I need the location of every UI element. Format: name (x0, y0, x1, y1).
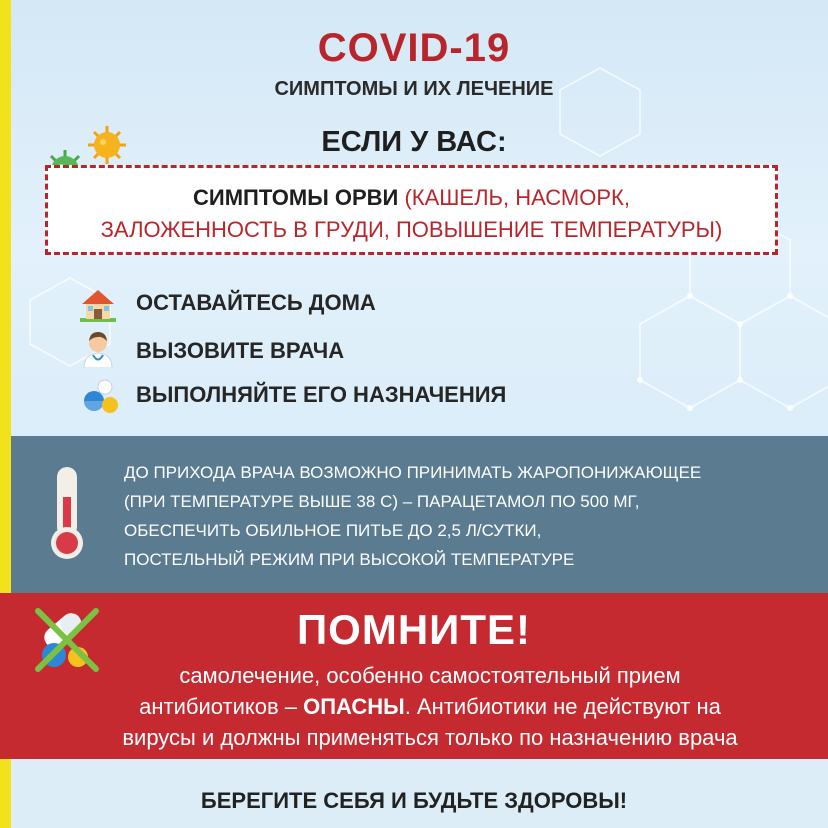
advice-line: ОБЕСПЕЧИТЬ ОБИЛЬНОЕ ПИТЬЕ ДО 2,5 Л/СУТКИ, (124, 521, 542, 540)
symptoms-text (48, 182, 775, 246)
symptoms-box (45, 165, 778, 255)
remember-line-2-end: . Антибиотики не действуют на (404, 694, 721, 719)
step-stay-home: ОСТАВАЙТЕСЬ ДОМА (136, 290, 376, 315)
symptoms-detail-2: ЗАЛОЖЕННОСТЬ В ГРУДИ, ПОВЫШЕНИЕ ТЕМПЕРАТУРЫ) (100, 217, 723, 242)
page-subtitle: СИМПТОМЫ И ИХ ЛЕЧЕНИЕ (274, 78, 554, 100)
remember-text (60, 660, 800, 753)
symptoms-detail-1: (КАШЕЛЬ, НАСМОРК, (398, 185, 630, 210)
remember-line-2-start: антибиотиков – (139, 694, 304, 719)
symptoms-lead: СИМПТОМЫ ОРВИ (193, 185, 399, 210)
remember-line-1: самолечение, особенно самостоятельный прием (179, 663, 681, 688)
doctor-icon (78, 328, 118, 368)
advice-line: ДО ПРИХОДА ВРАЧА ВОЗМОЖНО ПРИНИМАТЬ ЖАРОПОНИЖАЮЩЕЕ (124, 463, 702, 482)
remember-line-3: вирусы и должны применяться только по назначению врача (122, 725, 738, 750)
step-follow-prescriptions: ВЫПОЛНЯЙТЕ ЕГО НАЗНАЧЕНИЯ (136, 382, 507, 407)
footer-slogan: БЕРЕГИТЕ СЕБЯ И БУДЬТЕ ЗДОРОВЫ! (200, 788, 628, 813)
advice-line: ПОСТЕЛЬНЫЙ РЕЖИМ ПРИ ВЫСОКОЙ ТЕМПЕРАТУРЕ (124, 550, 575, 569)
house-icon (78, 284, 118, 324)
page-title: COVID-19 (317, 26, 511, 70)
remember-danger-word: ОПАСНЫ (303, 694, 405, 719)
step-call-doctor: ВЫЗОВИТЕ ВРАЧА (136, 338, 345, 363)
advice-line: (ПРИ ТЕМПЕРАТУРЕ ВЫШЕ 38 С) – ПАРАЦЕТАМОЛ ПО 500 МГ, (124, 492, 640, 511)
remember-title: ПОМНИТЕ! (296, 606, 532, 653)
pills-icon (80, 377, 120, 417)
if-you-have-heading: ЕСЛИ У ВАС: (321, 126, 507, 158)
thermometer-icon (44, 463, 90, 563)
advice-text (124, 458, 814, 574)
